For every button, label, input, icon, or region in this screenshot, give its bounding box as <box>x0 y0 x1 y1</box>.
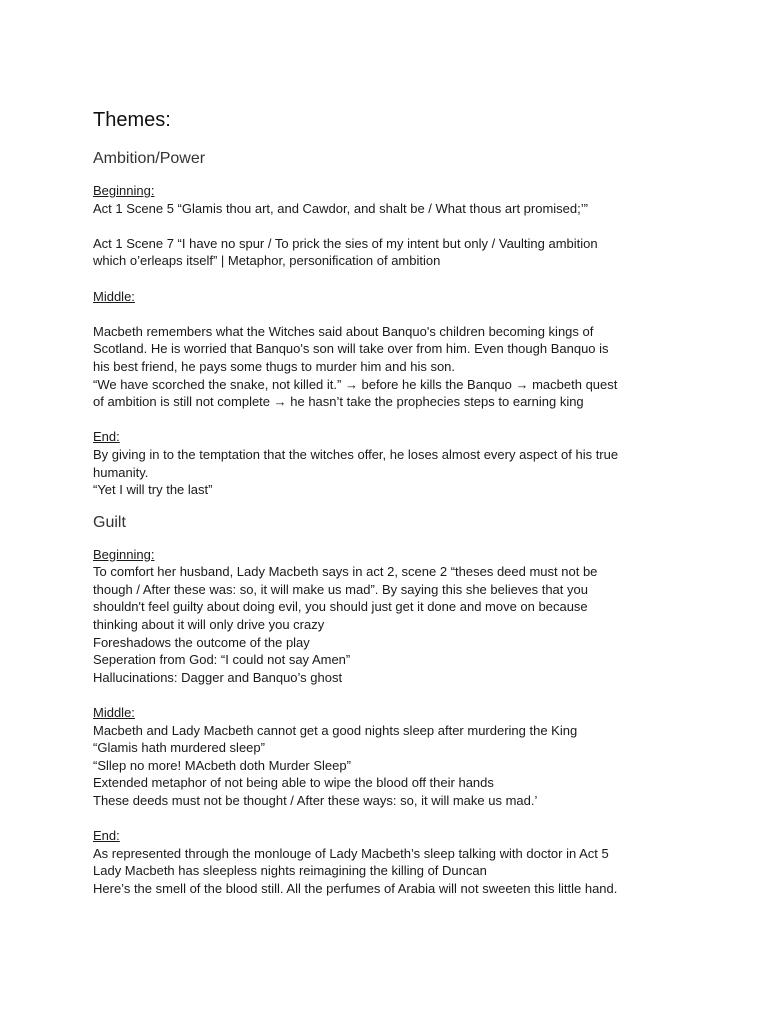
text-line: thinking about it will only drive you crazy <box>93 617 325 633</box>
text-line: “Yet I will try the last” <box>93 482 213 498</box>
section-label: End: <box>93 429 120 445</box>
section-label: Beginning: <box>93 183 155 198</box>
text-line: Macbeth remembers what the Witches said about Banquo's children becoming kings of <box>93 323 594 339</box>
paragraph-spacer <box>93 305 683 323</box>
section-label: End: <box>93 828 120 844</box>
text-line: Foreshadows the outcome of the play <box>93 634 310 650</box>
text-line: By giving in to the temptation that the witches offer, he loses almost every aspect of his true <box>93 446 619 462</box>
text-line: “Sllep no more! MAcbeth doth Murder Sleep” <box>93 757 351 773</box>
text-line: As represented through the monlouge of Lady Macbeth’s sleep talking with doctor in Act 5 <box>93 845 609 861</box>
paragraph-spacer <box>93 217 683 235</box>
text-line: of ambition is still not complete → he hasn’t take the prophecies steps to earning king <box>93 394 584 410</box>
theme-heading: Ambition/Power <box>93 150 206 167</box>
text-line: “We have scorched the snake, not killed it.” → before he kills the Banquo → macbeth quest <box>93 376 618 392</box>
text-line: Lady Macbeth has sleepless nights reimagining the killing of Duncan <box>93 863 487 879</box>
text-line: Scotland. He is worried that Banquo's son will take over from him. Even though Banquo is <box>93 341 609 357</box>
theme-heading: Guilt <box>93 513 126 531</box>
text-line: humanity. <box>93 464 149 480</box>
text-line: Act 1 Scene 5 “Glamis thou art, and Cawdor, and shalt be / What thous art promised;’” <box>93 200 588 216</box>
section-label: Middle: <box>93 705 135 721</box>
text-line: These deeds must not be thought / After these ways: so, it will make us mad.’ <box>93 793 538 808</box>
section-spacer <box>93 411 683 429</box>
section-label: Middle: <box>93 288 135 304</box>
theme-spacer <box>93 499 683 513</box>
page-title: Themes: <box>93 109 171 131</box>
text-line: Macbeth and Lady Macbeth cannot get a good nights sleep after murdering the King <box>93 722 578 738</box>
section-spacer <box>93 270 683 288</box>
section-label: Beginning: <box>93 546 155 562</box>
text-line: shouldn't feel guilty about doing evil, you should just get it done and move on because <box>93 599 588 615</box>
themes-container <box>93 149 683 898</box>
text-line: which o’erleaps itself” | Metaphor, personification of ambition <box>93 253 441 269</box>
text-line: “Glamis hath murdered sleep” <box>93 740 265 756</box>
text-line: Act 1 Scene 7 “I have no spur / To prick the sies of my intent but only / Vaulting ambition <box>93 235 598 251</box>
document-page <box>93 108 683 898</box>
text-line: Extended metaphor of not being able to wipe the blood off their hands <box>93 775 494 791</box>
text-line: Here’s the smell of the blood still. All the perfumes of Arabia will not sweeten this little hand. <box>93 880 618 896</box>
text-line: Seperation from God: “I could not say Amen” <box>93 652 351 668</box>
section-spacer <box>93 810 683 828</box>
text-line: Hallucinations: Dagger and Banquo’s ghost <box>93 669 343 685</box>
text-line: his best friend, he pays some thugs to murder him and his son. <box>93 358 456 374</box>
section-spacer <box>93 686 683 704</box>
text-line: To comfort her husband, Lady Macbeth says in act 2, scene 2 “theses deed must not be <box>93 564 598 580</box>
text-line: though / After these was: so, it will make us mad”. By saying this she believes that you <box>93 581 588 597</box>
